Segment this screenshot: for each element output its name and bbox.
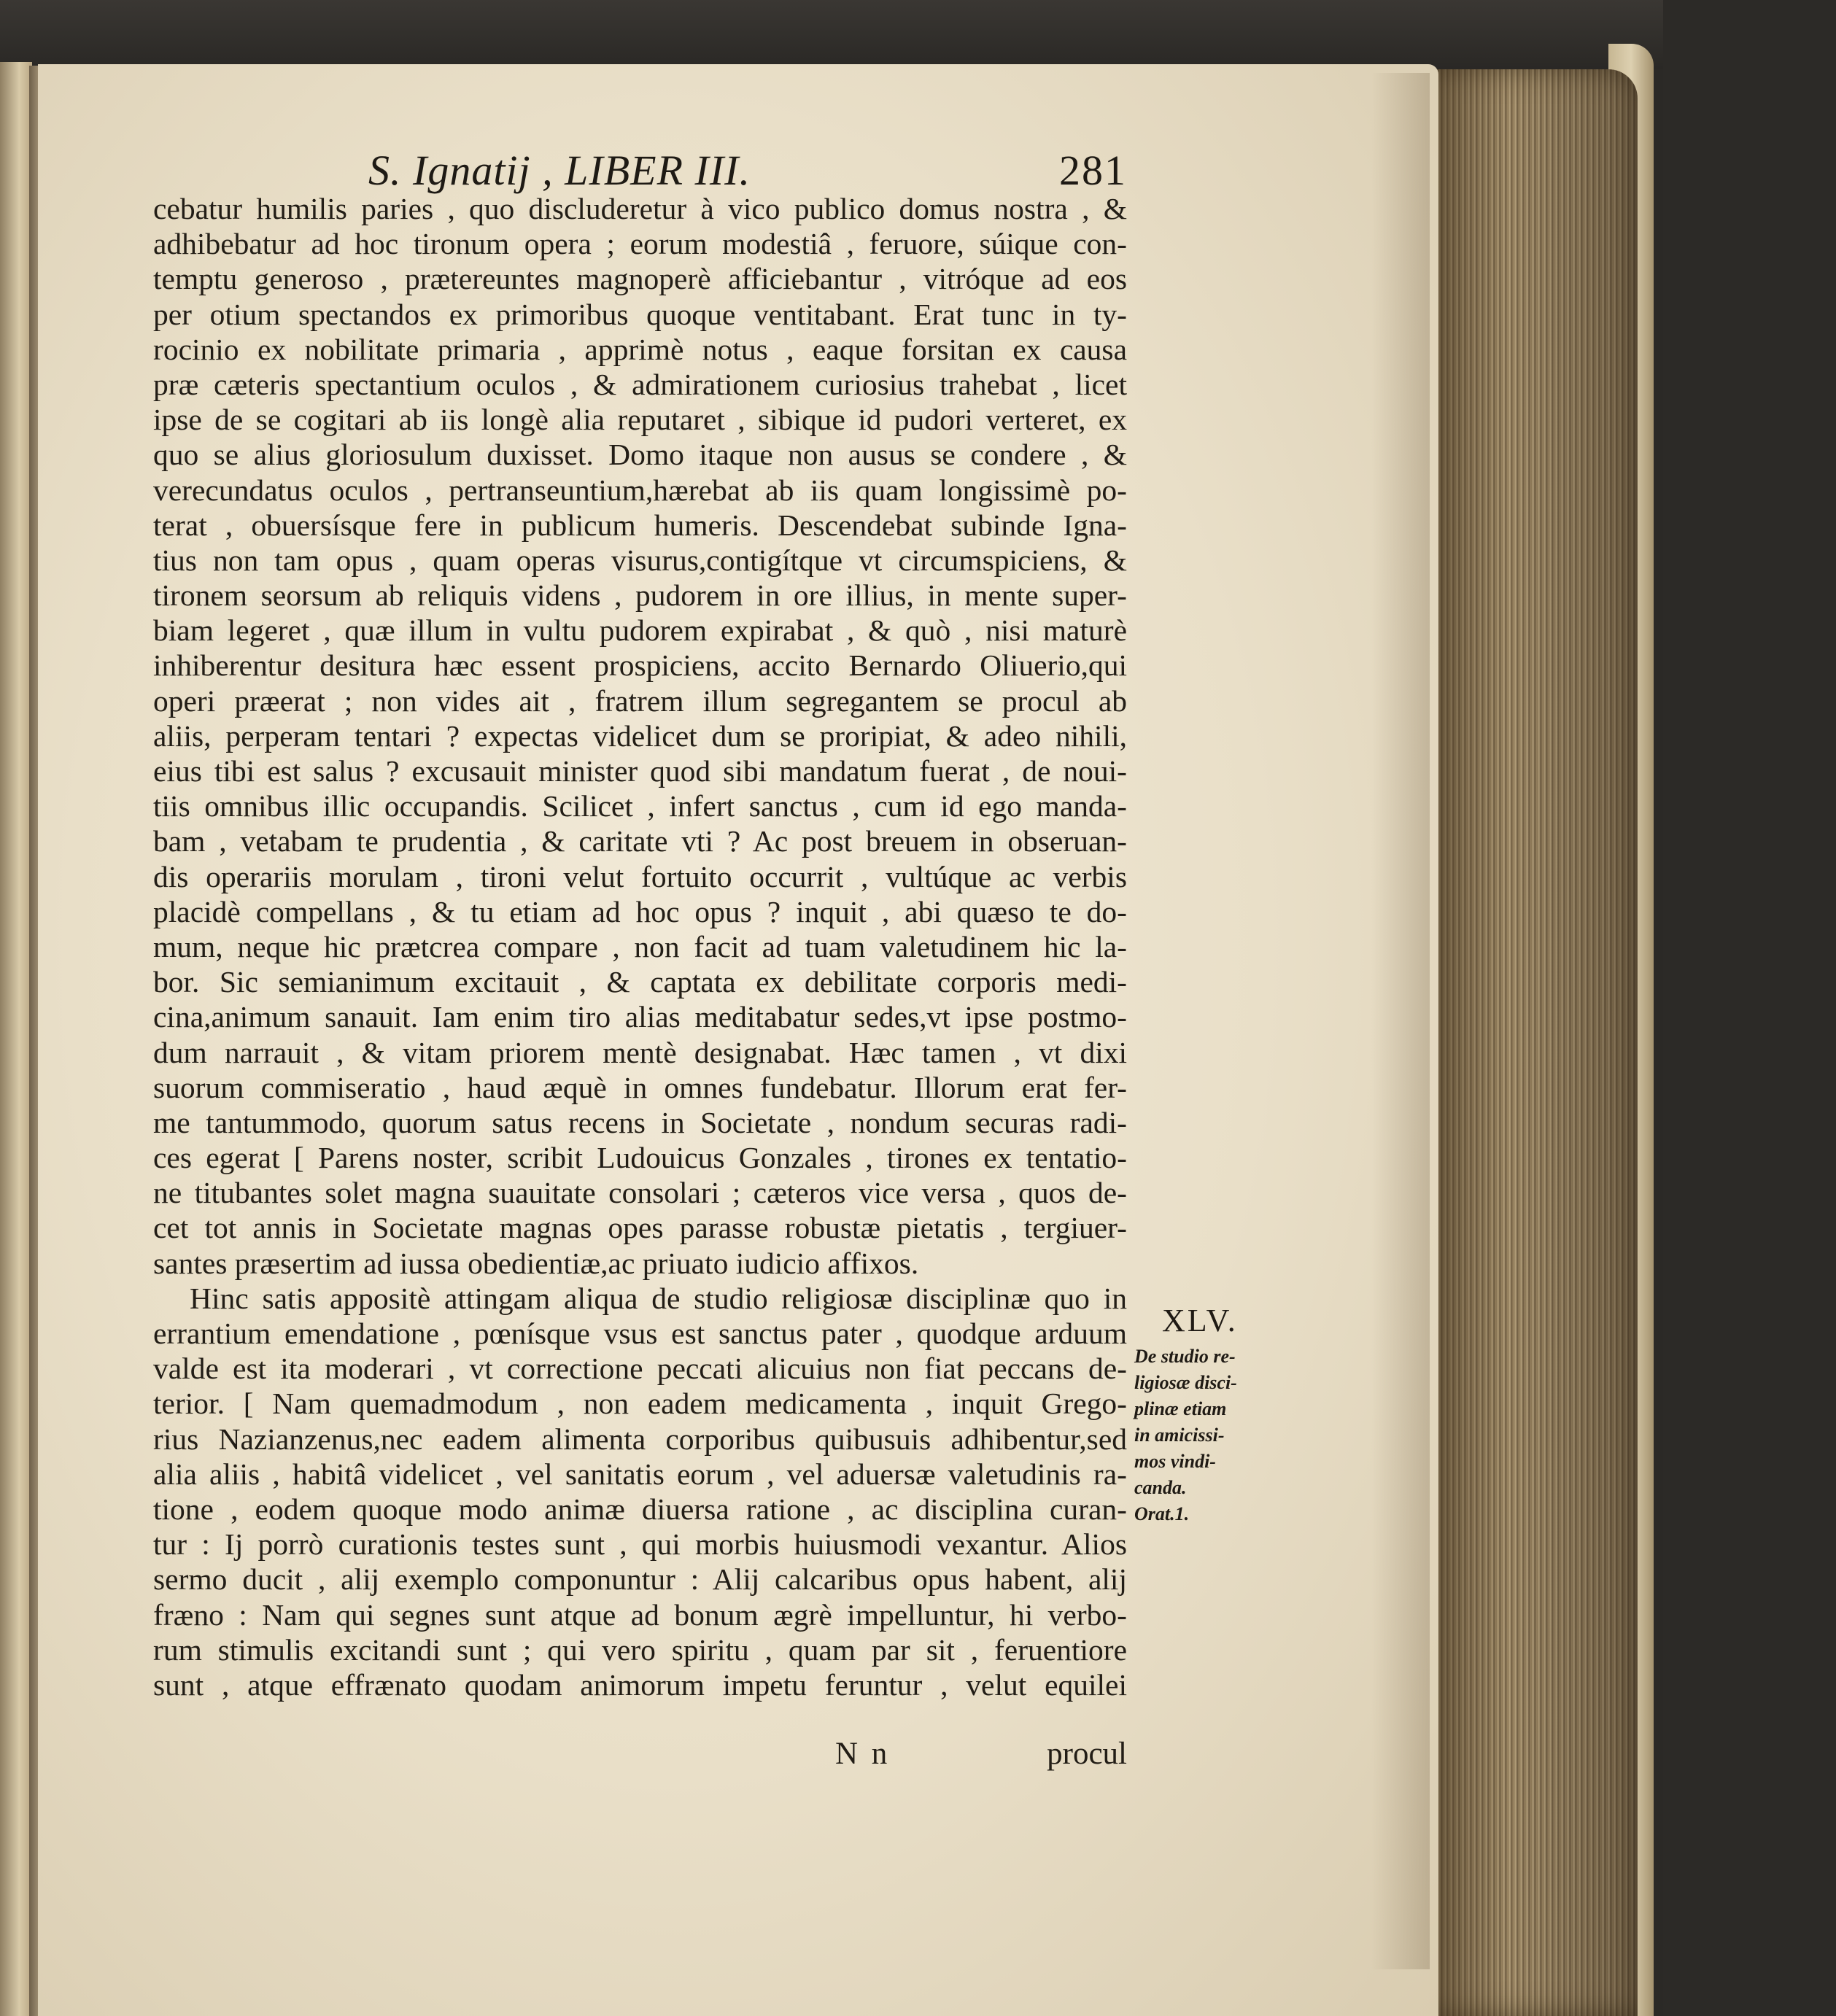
page-number: 281 [1059,147,1127,194]
text-line: aliis, perperam tentari ? expectas videlicet dum se proripiat, & adeo nihili, [153,718,1127,753]
text-line: tironem seorsum ab reliquis videns , pudorem in ore illius, in mente super- [153,578,1127,613]
page-header [368,146,1127,197]
text-line: tur : Ij porrò curationis testes sunt , qui morbis huiusmodi vexantur. Alios [153,1527,1127,1562]
text-line: alia aliis , habitâ videlicet , vel sanitatis eorum , vel aduersæ valetudinis ra- [153,1457,1127,1491]
background-top [0,0,1836,69]
text-line: tius non tam opus , quam operas visurus,contigítque vt circumspiciens, & [153,543,1127,577]
note-line: ligiosæ disci- [1134,1372,1237,1393]
text-line: rius Nazianzenus,nec eadem alimenta corporibus quibusuis adhibentur,sed [153,1422,1127,1456]
running-title: S. Ignatij , LIBER III. [368,147,751,194]
text-line: dum narrauit , & vitam priorem mentè designabat. Hæc tamen , vt dixi [153,1035,1127,1069]
text-line: ne titubantes solet magna suauitate consolari ; cæteros vice versa , quos de- [153,1176,1127,1210]
text-line: valde est ita moderari , vt correctione peccati alicuius non fiat peccans de- [153,1352,1127,1386]
text-line: ces egerat [ Parens noster, scribit Ludouicus Gonzales , tirones ex tentatio- [153,1141,1127,1175]
paragraph-last-line: santes præsertim ad iussa obedientiæ,ac priuato iudicio affixos. [153,1246,919,1280]
note-line: in amicissi- [1134,1424,1225,1446]
page-footer [153,1736,1127,1777]
note-line: plinæ etiam [1134,1398,1227,1419]
text-line: placidè compellans , & tu etiam ad hoc opus ? inquit , abi quæso te do- [153,894,1127,928]
text-line: biam legeret , quæ illum in vultu pudorem expirabat , & quò , nisi maturè [153,613,1127,648]
background-right [1663,0,1836,2016]
text-line: errantium emendatione , pœnísque vsus est sanctus pater , quodque arduum [153,1317,1127,1350]
text-line: rocinio ex nobilitate primaria , apprimè notus , eaque forsitan ex causa [153,332,1127,366]
text-line: cebatur humilis paries , quo discluderetur à vico publico domus nostra , & [153,192,1127,225]
text-line: fræno : Nam qui segnes sunt atque ad bonum ægrè impelluntur, hi verbo- [153,1597,1127,1632]
text-line: sunt , atque effrænato quodam animorum impetu feruntur , velut equilei [153,1667,1127,1702]
text-line: per otium spectandos ex primoribus quoque ventitabant. Erat tunc in ty- [153,297,1127,331]
note-line: Orat.1. [1134,1503,1190,1524]
paragraph-first-line: Hinc satis appositè attingam aliqua de studio religiosæ disciplinæ quo in [190,1281,1127,1315]
marginal-note [1134,1302,1284,1527]
section-number: XLV. [1162,1303,1238,1338]
previous-page-edge [0,62,32,2016]
text-line: terior. [ Nam quemadmodum , non eadem medicamenta , inquit Grego- [153,1387,1127,1421]
text-line: rum stimulis excitandi sunt ; qui vero spiritu , quam par sit , feruentiore [153,1632,1127,1667]
text-line: quo se alius gloriosulum duxisset. Domo itaque non ausus se condere , & [153,438,1127,472]
page-edge-shadow [1371,73,1430,1969]
text-line: ipse de se cogitari ab iis longè alia reputaret , sibique id pudori verteret, ex [153,403,1127,437]
text-line: dis operariis morulam , tironi velut fortuito occurrit , vultúque ac verbis [153,859,1127,893]
text-line: eius tibi est salus ? excusauit minister quod sibi mandatum fuerat , de noui- [153,754,1127,788]
text-line: temptu generoso , prætereuntes magnoperè afficiebantur , vitróque ad eos [153,262,1127,296]
text-line: operi præerat ; non vides ait , fratrem illum segregantem se procul ab [153,683,1127,718]
text-line: cina,animum sanauit. Iam enim tiro alias meditabatur sedes,vt ipse postmo- [153,1000,1127,1034]
text-line: me tantummodo, quorum satus recens in Societate , nondum securas radi- [153,1105,1127,1139]
text-line: præ cæteris spectantium oculos , & admirationem curiosius trahebat , licet [153,367,1127,401]
text-line: adhibebatur ad hoc tironum opera ; eorum modestiâ , feruore, súique con- [153,227,1127,261]
text-line: sermo ducit , alij exemplo componuntur : Alij calcaribus opus habent, alij [153,1562,1127,1597]
text-line: tione , eodem quoque modo animæ diuersa ratione , ac disciplina curan- [153,1492,1127,1526]
note-line: canda. [1134,1477,1187,1498]
catchword: procul [1047,1737,1127,1771]
text-line: terat , obuersísque fere in publicum humeris. Descendebat subinde Igna- [153,508,1127,542]
note-line: mos vindi- [1134,1451,1216,1472]
text-line: tiis omnibus illic occupandis. Scilicet , infert sanctus , cum id ego manda- [153,789,1127,823]
text-line: verecundatus oculos , pertranseuntium,hærebat ab iis quam longissimè po- [153,473,1127,507]
main-text-block [153,191,1127,1702]
text-line: bor. Sic semianimum excitauit , & captata ex debilitate corporis medi- [153,965,1127,999]
text-line: bam , vetabam te prudentia , & caritate vti ? Ac post breuem in obseruan- [153,824,1127,858]
fore-edge-shading [1426,69,1638,2016]
text-line: suorum commiseratio , haud æquè in omnes fundebatur. Illorum erat fer- [153,1070,1127,1104]
signature-mark: N n [835,1737,891,1771]
text-line: mum, neque hic prætcrea compare , non facit ad tuam valetudinem hic la- [153,929,1127,964]
text-line: cet tot annis in Societate magnas opes parasse robustæ pietatis , tergiuer- [153,1211,1127,1245]
text-line: inhiberentur desitura hæc essent prospiciens, accito Bernardo Oliuerio,qui [153,648,1127,683]
note-line: De studio re- [1134,1346,1236,1367]
